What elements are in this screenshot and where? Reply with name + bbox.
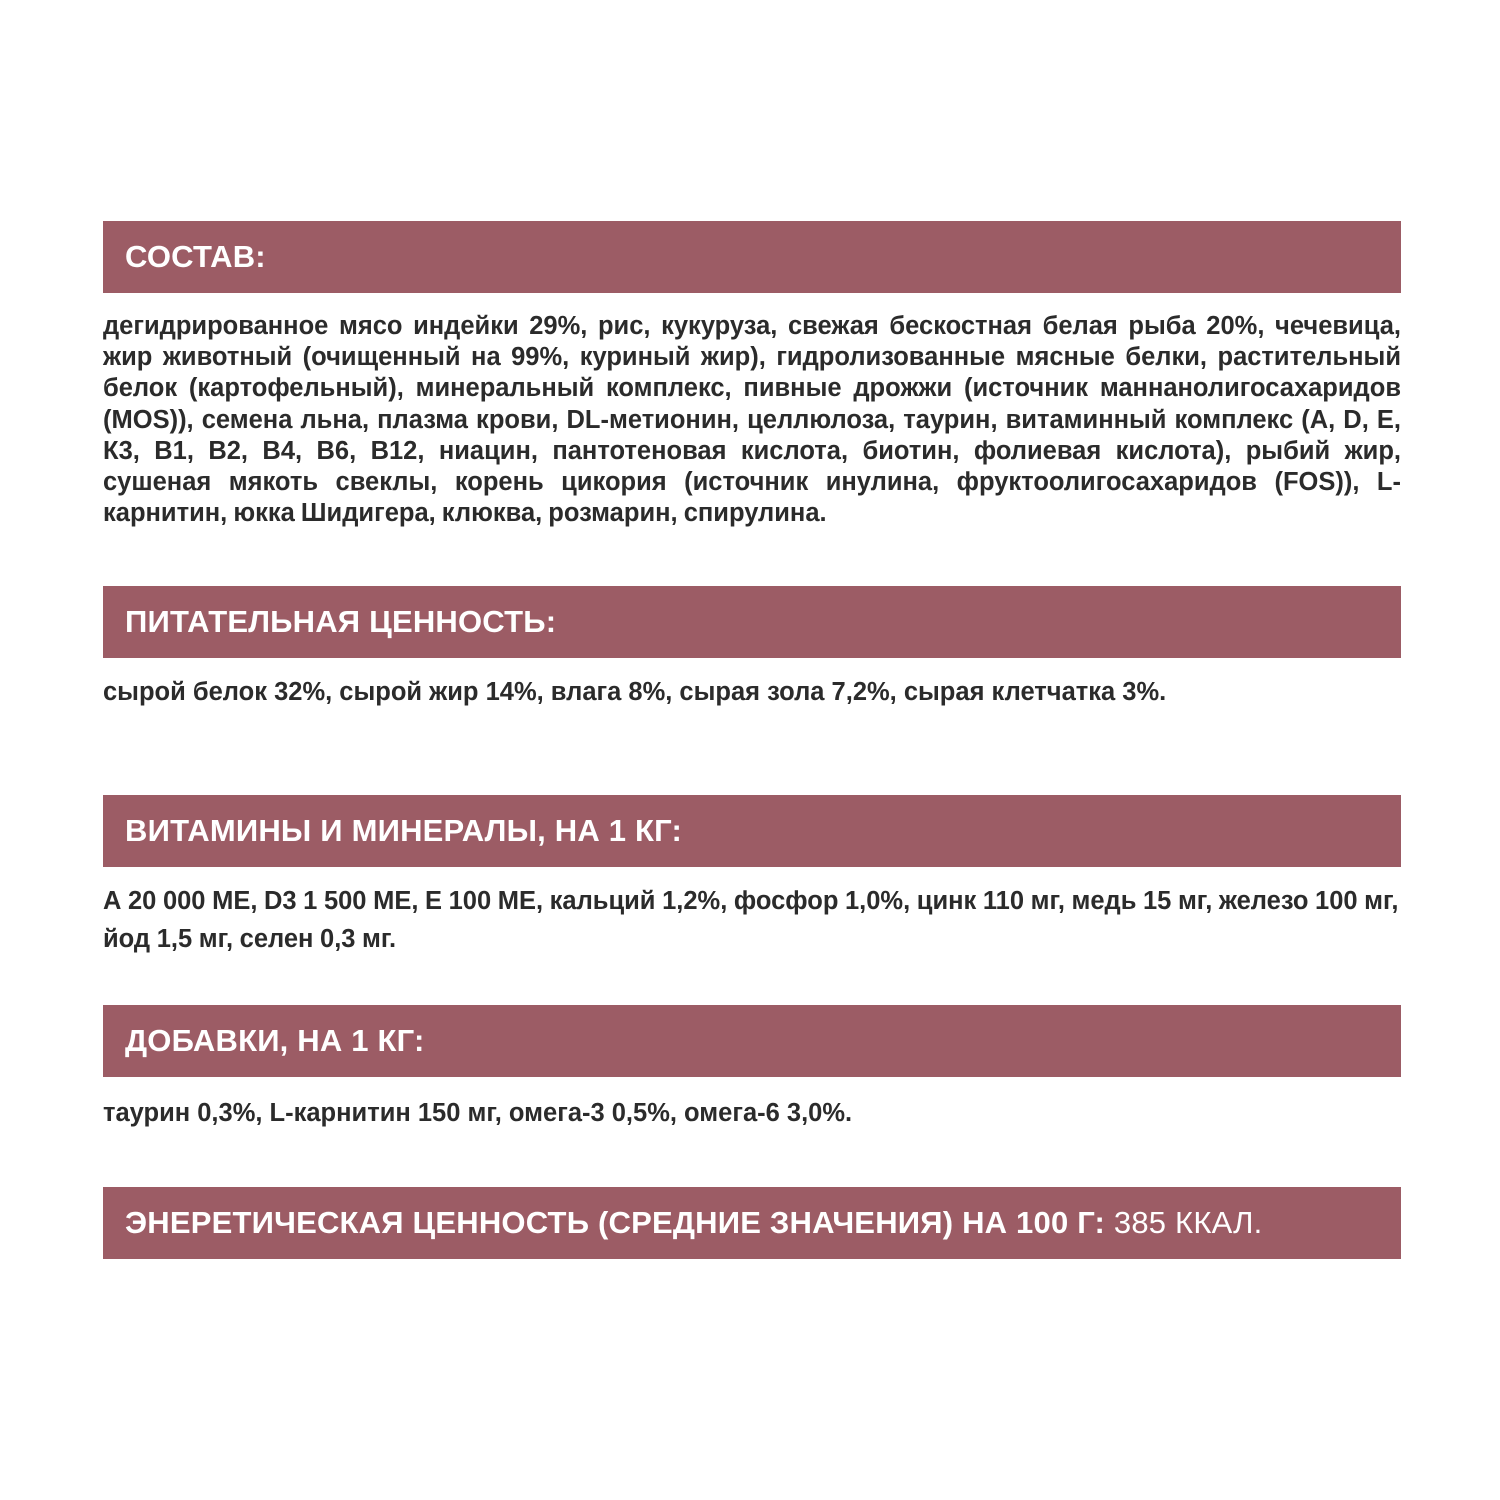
vitamins-title: ВИТАМИНЫ И МИНЕРАЛЫ, НА 1 КГ: [125,813,683,848]
additives-header [103,1005,1401,1077]
composition-title: СОСТАВ: [125,239,266,274]
additives-title: ДОБАВКИ, НА 1 КГ: [125,1023,425,1058]
energy-title: ЭНЕРЕТИЧЕСКАЯ ЦЕННОСТЬ (СРЕДНИЕ ЗНАЧЕНИЯ) НА 100 Г: [125,1205,1106,1240]
energy-header [103,1187,1401,1259]
nutrition-title: ПИТАТЕЛЬНАЯ ЦЕННОСТЬ: [125,604,557,639]
vitamins-text: А 20 000 МЕ, D3 1 500 МЕ, Е 100 МЕ, кальций 1,2%, фосфор 1,0%, цинк 110 мг, медь 15 мг, железо 100 мг, йод 1,5 мг, селен 0,3 мг. [103,887,1399,953]
nutrition-text: сырой белок 32%, сырой жир 14%, влага 8%, сырая зола 7,2%, сырая клетчатка 3%. [103,678,1167,706]
vitamins-header [103,795,1401,867]
composition-text: дегидрированное мясо индейки 29%, рис, кукуруза, свежая бескостная белая рыба 20%, чечевица, жир животный (очищенный на 99%, куриный жир), гидролизованные мясные белки, растительный белок (картофельный), минеральный комплекс, пивные дрожжи (источник маннанолигосахаридов (MOS)), семена льна, плазма крови, DL-метионин, целлюлоза, таурин, витаминный комплекс (А, D, Е, К3, В1, В2, В4, В6, В12, ниацин, пантотеновая кислота, биотин, фолиевая кислота), рыбий жир, сушеная мякоть свеклы, корень цикория (источник инулина, фруктоолигосахаридов (FOS)), L-карнитин, юкка Шидигера, клюква, розмарин, спирулина. [103,312,1401,528]
nutrition-header [103,586,1401,658]
additives-text: таурин 0,3%, L-карнитин 150 мг, омега-3 0,5%, омега-6 3,0%. [103,1099,853,1127]
composition-header [103,221,1401,293]
energy-value: 385 ККАЛ. [1113,1205,1263,1240]
